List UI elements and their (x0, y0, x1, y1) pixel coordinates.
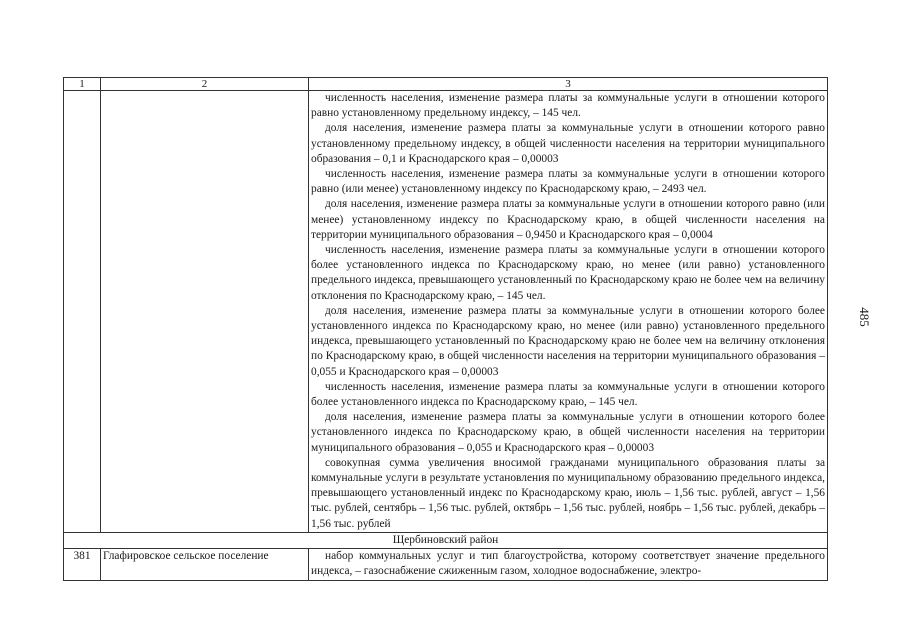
header-col-2: 2 (101, 78, 309, 91)
district-heading: Щербиновский район (64, 532, 828, 548)
document-table (63, 77, 828, 581)
header-col-1: 1 (64, 78, 101, 91)
empty-name-cell (101, 91, 309, 533)
table-row-continuation (64, 91, 828, 533)
settlement-name: Глафировское сельское поселение (101, 549, 309, 580)
page-number: 485 (857, 307, 872, 327)
description-cell-381 (309, 549, 828, 580)
paragraph-8: доля населения, изменение размера платы за коммунальные услуги в отношении которого более установленного индекса по Краснодарскому краю, в общей численности населения на территории муниципального образования – 0,055 и Краснодарского края – 0,00003 (311, 411, 825, 454)
paragraph-4: доля населения, изменение размера платы за коммунальные услуги в отношении которого равно (или менее) установленному индексу по Краснодарскому краю, в общей численности населения на территории муниципального образования – 0,9450 и Краснодарского края – 0,0004 (311, 198, 825, 241)
row-number: 381 (64, 549, 101, 580)
empty-num-cell (64, 91, 101, 533)
paragraph-381: набор коммунальных услуг и тип благоустройства, которому соответствует значение предельного индекса, – газоснабжение сжиженным газом, холодное водоснабжение, электро- (311, 550, 825, 578)
paragraph-9: совокупная сумма увеличения вносимой гражданами муниципального образования платы за коммунальные услуги в результате установления по муниципальному образованию предельного индекса, превышающего установленный индекс по Краснодарскому краю, июль – 1,56 тыс. рублей, август – 1,56 тыс. рублей, сентябрь – 1,56 тыс. рублей, октябрь – 1,56 тыс. рублей, ноябрь – 1,56 тыс. рублей, декабрь – 1,56 тыс. рублей (311, 456, 825, 530)
paragraph-6: доля населения, изменение размера платы за коммунальные услуги в отношении которого более установленного индекса по Краснодарскому краю, но менее (или равно) установленного предельного индекса, превышающего установленный по Краснодарскому краю не более чем на величину отклонения по Краснодарскому краю, в общей численности населения на территории муниципального образования – 0,055 и Краснодарского края – 0,00003 (311, 304, 825, 378)
header-col-3: 3 (309, 78, 828, 91)
paragraph-5: численность населения, изменение размера платы за коммунальные услуги в отношении которого более установленного индекса по Краснодарскому краю, но менее (или равно) установленного предельного индекса, превышающего установленный по Краснодарскому краю не более чем на величину отклонения по Краснодарскому краю, – 145 чел. (311, 244, 825, 302)
table-row (64, 549, 828, 580)
district-row (64, 532, 828, 548)
paragraph-2: доля населения, изменение размера платы за коммунальные услуги в отношении которого равно установленному предельному индексу, в общей численности населения на территории муниципального образования – 0,1 и Краснодарского края – 0,00003 (311, 122, 825, 165)
paragraph-1: численность населения, изменение размера платы за коммунальные услуги в отношении которого равно установленному предельному индексу, – 145 чел. (311, 92, 825, 120)
paragraph-7: численность населения, изменение размера платы за коммунальные услуги в отношении которого более установленного индекса по Краснодарскому краю, – 145 чел. (311, 380, 825, 409)
description-cell (309, 91, 828, 533)
table-header-row (64, 78, 828, 91)
paragraph-3: численность населения, изменение размера платы за коммунальные услуги в отношении которого равно (или менее) установленному индексу по Краснодарскому краю, – 2493 чел. (311, 168, 825, 196)
